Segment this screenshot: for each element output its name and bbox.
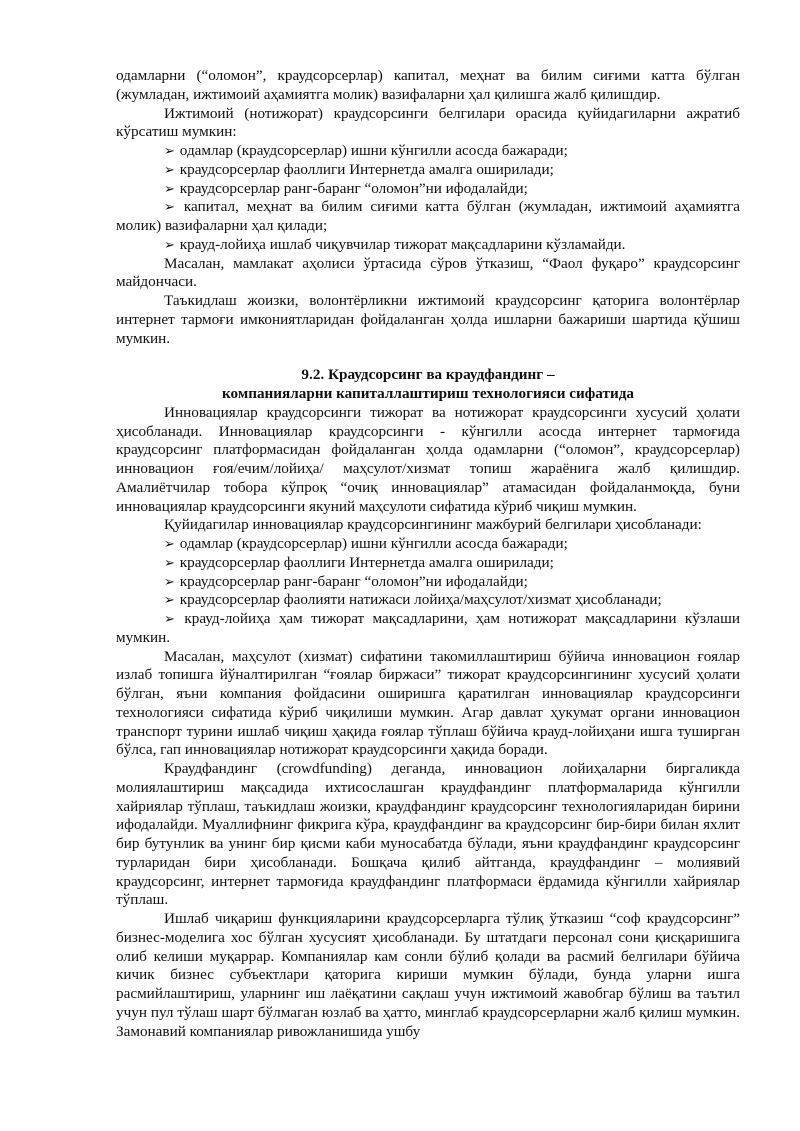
paragraph-continuation: одамларни (“оломон”, краудсорсерлар) капитал, меҳнат ва билим сиғими катта бўлган (жумладан, ижтимоий аҳамиятга молик) вазифаларни ҳал қилишга жалб қилишдир. bbox=[116, 67, 740, 103]
section-heading-line-2: компанияларни капиталлаштириш технологияси сифатида bbox=[222, 385, 634, 402]
paragraph-example: Масалан, мамлакат аҳолиси ўртасида сўров ўтказиш, “Фаол фуқаро” краудсорсинг майдончаси. bbox=[116, 254, 740, 291]
list-item-text: одамлар (краудсорсерлар) ишни кўнгилли асосда бажаради; bbox=[179, 142, 568, 159]
arrow-bullet-icon: ➢ bbox=[164, 180, 175, 196]
paragraph-innovation-crowdsourcing: Инновациялар краудсорсинги тижорат ва нотижорат краудсорсинги хусусий ҳолати ҳисобланади. Инновациялар краудсорсинги - кўнгилли асосда интернет тармоғида краудсорсинг платформасидан фойдаланган ҳолда одамларни (“оломон”, краудсорсерлар) инновацион ғоя/ечим/лойиҳа/ маҳсулот/хизмат топиш жараёнига жалб қилишдир. Амалиётчилар тобора кўпроқ “очиқ инновациялар” атамасидан фойдаланмоқда, буни инновациялар краудсорсинги якуний маҳсулоти сифатида кўриб чиқиш мумкин. bbox=[116, 403, 740, 515]
list-item-text: краудсорсерлар фаоллиги Интернетда амалга оширилади; bbox=[179, 553, 554, 571]
list-item bbox=[116, 610, 740, 648]
list-item-text: краудсорсерлар фаоллиги Интернетда амалга оширилади; bbox=[179, 160, 554, 178]
list-item bbox=[116, 535, 740, 554]
arrow-bullet-icon: ➢ bbox=[164, 554, 175, 570]
paragraph-crowdfunding: Краудфандинг (crowdfunding) деганда, инновацион лойиҳаларни биргаликда молиялаштириш мақсадида ихтисослашган краудфандинг платформаларида кўнгилли хайриялар тўплаш, таъкидлаш жоизки, краудфандинг краудсорсинг технологияларидан бирини ифодалайди. Муаллифнинг фикрига кўра, краудфандинг ва краудсорсинг бир-бири билан яхлит бир бутунлик ва унинг бир қисми каби муносабатда бўлади, яъни краудфандинг краудсорсинг турларидан бири ҳисобланади. Бошқача қилиб айтганда, краудфандинг – молиявий краудсорсинг, интернет тармоғида краудфандинг платформаси ёрдамида кўнгилли хайриялар тўплаш. bbox=[116, 760, 740, 909]
list-item-text: крауд-лойиҳа ишлаб чиқувчилар тижорат мақсадларини кўзламайди. bbox=[179, 235, 626, 253]
bullet-list-social-crowdsourcing bbox=[116, 142, 740, 255]
list-item-text: краудсорсерлар ранг-баранг “оломон”ни ифодалайди; bbox=[179, 179, 528, 197]
list-item bbox=[116, 236, 740, 255]
list-item bbox=[116, 591, 740, 610]
paragraph-ideas-exchange: Масалан, маҳсулот (хизмат) сифатини такомиллаштириш бўйича инновацион ғоялар излаб топишга йўналтирилган “ғоялар биржаси” тижорат краудсорсингининг хусусий ҳолати бўлган, яъни компания фойдасини оширишга қаратилган инновациялар краудсорсинги технологияси сифатида кўриб чиқилиши мумкин. Агар давлат ҳукумат органи инновацион транспорт турини ишлаб чиқиш ҳақида ғоялар тўплаш бўйича крауд-лойиҳани ишга туширган бўлса, гап инновациялар нотижорат краудсорсинги ҳақида боради. bbox=[116, 647, 740, 759]
list-item bbox=[116, 573, 740, 592]
paragraph-note: Таъкидлаш жоизки, волонтёрликни ижтимоий краудсорсинг қаторига волонтёрлар интернет тармоғи имкониятларидан фойдаланган ҳолда ишларни бажариши шартида қўшиш мумкин. bbox=[116, 292, 740, 347]
arrow-bullet-icon: ➢ bbox=[164, 611, 175, 626]
list-item bbox=[116, 198, 740, 236]
list-item-text: крауд-лойиҳа ҳам тижорат мақсадларини, ҳам нотижорат мақсадларини кўзлаши мумкин. bbox=[116, 610, 740, 646]
list-item bbox=[116, 142, 740, 161]
list-item bbox=[116, 554, 740, 573]
arrow-bullet-icon: ➢ bbox=[164, 236, 175, 252]
list-item-text: одамлар (краудсорсерлар) ишни кўнгилли асосда бажаради; bbox=[179, 535, 568, 552]
list-item-text: краудсорсерлар ранг-баранг “оломон”ни ифодалайди; bbox=[179, 572, 528, 590]
arrow-bullet-icon: ➢ bbox=[164, 199, 175, 215]
section-spacer bbox=[116, 348, 740, 366]
section-heading-line-1: 9.2. Краудсорсинг ва краудфандинг – bbox=[301, 366, 555, 384]
list-item-text: капитал, меҳнат ва билим сиғими катта бўлган (жумладан, ижтимоий аҳамиятга молик) вазифаларни ҳал қилади; bbox=[116, 198, 741, 234]
arrow-bullet-icon: ➢ bbox=[164, 161, 175, 177]
bullet-list-innovation-crowdsourcing bbox=[116, 535, 740, 648]
list-item bbox=[116, 180, 740, 199]
paragraph-pure-crowdsourcing: Ишлаб чиқариш функцияларини краудсорсерларга тўлиқ ўтказиш “соф краудсорсинг” бизнес-моделига хос бўлган хусусият ҳисобланади. Бу штатдаги персонал сони қисқаришига олиб келиши муқаррар. Компаниялар кам сонли бўлиб қолади ва расмий белгилари бўйича кичик бизнес субъектлари қаторига кириши мумкин бўлади, бунда уларни ишга расмийлаштириш, уларнинг иш лаёқатини сақлаш учун ижтимоий жавобгар бўлиш ва таътил учун пул тўлаш шарт бўлмаган юзлаб ва ҳатто, минглаб краудсорсерларни жалб қилиш мумкин. Замонавий компаниялар ривожланишида ушбу bbox=[116, 910, 740, 1040]
arrow-bullet-icon: ➢ bbox=[164, 143, 175, 158]
list-item bbox=[116, 161, 740, 180]
arrow-bullet-icon: ➢ bbox=[164, 536, 175, 551]
arrow-bullet-icon: ➢ bbox=[164, 592, 175, 608]
paragraph-mandatory-features-intro: Қуйидагилар инновациялар краудсорсингининг мажбурий белгилари ҳисобланади: bbox=[164, 516, 702, 534]
list-item-text: краудсорсерлар фаолияти натижаси лойиҳа/маҳсулот/хизмат ҳисобланади; bbox=[179, 591, 662, 609]
arrow-bullet-icon: ➢ bbox=[164, 573, 175, 589]
paragraph-features-intro: Ижтимоий (нотижорат) краудсорсинги белгилари орасида қуйидагиларни ажратиб кўрсатиш мумкин: bbox=[116, 104, 740, 141]
document-page bbox=[116, 67, 740, 1041]
